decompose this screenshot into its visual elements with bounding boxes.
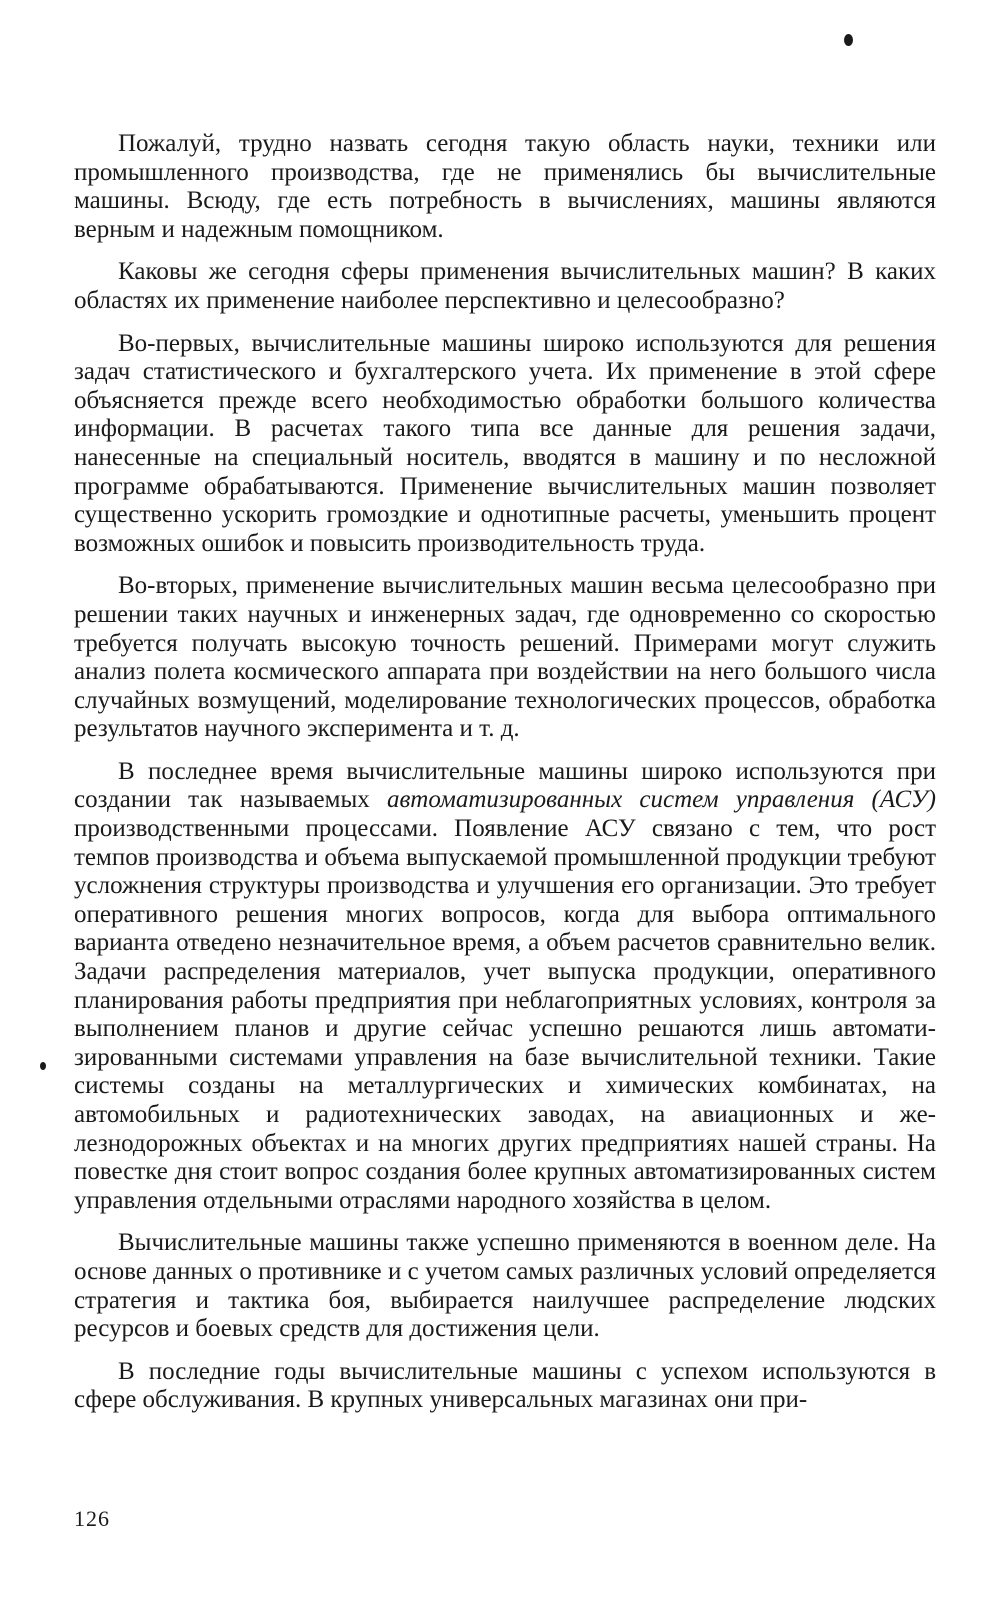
paragraph-text: В последнее время вычислительные машины широко используются при создании так называемых <box>74 757 936 814</box>
paragraph <box>74 758 936 1216</box>
italic-term: автоматизированных систем управления (АСУ) <box>386 786 936 814</box>
paragraph <box>74 130 936 244</box>
paragraph-text: производственными процессами. Появление АСУ связано с тем, что рост темпов производства и объема выпускаемой промышленной продукции требуют усложнения структуры производства и улучшения его организации. Это требует оперативного решения многих вопросов, когда для выбора оптимального варианта отведено незначительное время, а объем расчетов сравнительно велик. Задачи распределения материалов, учет выпуска продукции, оперативного планирования работы предприятия при неблагоприятных условиях, контроля за выполнением планов и другие сейчас успешно решаются лишь автоматизированными системами управления на базе вычислительной техники. Такие системы созданы на металлургических и химических комбинатах, на автомобильных и радиотехнических заводах, на авиационных и железнодорожных объектах и на многих других предприятиях нашей страны. На повестке дня стоит вопрос создания более крупных автоматизированных систем управления отдельными отраслями народного хозяйства в целом. <box>74 815 936 1214</box>
paragraph <box>74 258 936 315</box>
paragraph <box>74 1358 936 1415</box>
print-mark <box>844 34 853 46</box>
paragraph-text: Во-вторых, применение вычислительных машин весьма целесообразно при решении таких научных и инженерных задач, где одновременно со скоростью требуется получать высокую точность решений. Примерами могут служить анализ полета космического аппарата при воздействии на него большого числа случайных возмущений, моделирование технологических процессов, обработка результатов научного эксперимента и т. д. <box>74 572 936 743</box>
paragraph <box>74 1229 936 1343</box>
paragraph-text: Вычислительные машины также успешно применяются в военном деле. На основе данных о противнике и с учетом самых различных условий определяется стратегия и тактика боя, выбирается наилучшее распределение людских ресурсов и боевых средств для достижения цели. <box>74 1229 936 1343</box>
paragraph-text: В последние годы вычислительные машины с успехом используются в сфере обслуживания. В крупных универсальных магазинах они при- <box>74 1357 936 1414</box>
paragraph-text: Каковы же сегодня сферы применения вычислительных машин? В каких областях их применение наиболее перспективно и целесообразно? <box>74 258 936 314</box>
paragraph-text: Во-первых, вычислительные машины широко используются для решения задач статистического и бухгалтерского учета. Их применение в этой сфере объясняется прежде всего необходимостью обработки большого количества информации. В расчетах такого типа все данные для решения задачи, нанесенные на специальный носитель, вводятся в машину и по несложной программе обрабатываются. Применение вычислительных машин позволяет существенно ускорить громоздкие и однотипные расчеты, уменьшить процент возможных ошибок и повысить производительность труда. <box>74 329 936 557</box>
paragraph <box>74 330 936 559</box>
page-number: 126 <box>74 1506 110 1531</box>
paragraph-text: Пожалуй, трудно назвать сегодня такую область науки, техники или промышленного производства, где не применялись бы вычислительные машины. Всюду, где есть потребность в вычислениях, машины являются верным и надежным помощником. <box>74 130 936 243</box>
page-body <box>74 130 936 1429</box>
paragraph <box>74 572 936 744</box>
print-mark <box>40 1062 46 1070</box>
